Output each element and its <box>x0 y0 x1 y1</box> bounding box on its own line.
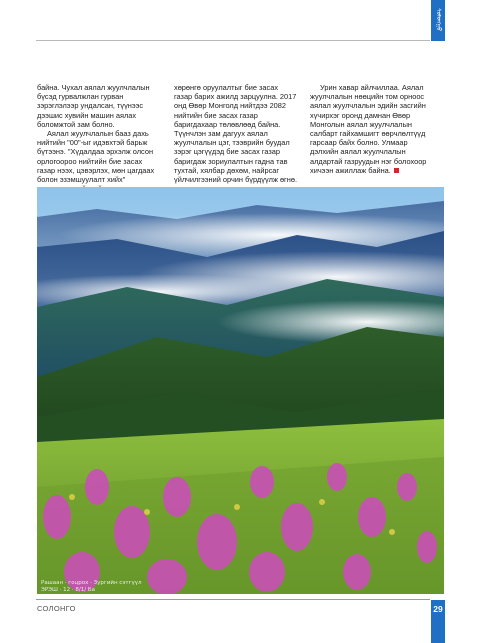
caption-line: ЭРЭШ · 12 · 8/1/ Ба <box>41 586 95 593</box>
magazine-title: СОЛОНГО <box>37 604 76 613</box>
corner-label: ᠰᠣᠯᠣᠩᠭᠣ <box>435 8 442 32</box>
paragraph: Аялал жуулчлалын бааз дахь нийтийн "00"-ыг идэвхтэй барьж бүтээнэ. "Хүдалдаа эрхэлж олсон орлогоороо нийтийн бие засах газар нээх, цэвэрлэх, мөн цагдаах болон эзэмшуулалт хийх" <box>37 129 155 185</box>
footer-rule <box>36 599 430 600</box>
paragraph: байна. Чухал аялал жуулчлалын бүсэд гурвалжлан гурван зэрэглэлээр ундалсан, түүнээс дээшис хувийн машин аялах боломжтой зам болно. <box>37 83 150 129</box>
article-column-2 <box>174 83 297 184</box>
page-number: 29 <box>433 604 443 614</box>
paragraph <box>310 83 433 175</box>
paragraph-text: Урин хавар айлчиллаа. Аялал жуулчлалын нөөцийн том орноос аялал жуулчлалын эдийн засгийн хүчирхэг оронд дамнан Өвөр Монголын аялал жуулчлалын салбарт гайхамшигт өөрчлөлтүүд гарсаар байх болно. Улмаар дэлхийн аялал жуулчлалын алдартай газруудын нэг болохоор хичээн ажиллаж байна. <box>310 83 427 175</box>
end-mark <box>394 168 399 173</box>
paragraph: хөрөнгө оруулалтыг бие засах газар барих ажилд зарцуулна. 2017 онд Өвөр Монголд нийтдээ 2082 нийтийн бие засах газар баригдахаар төлөвлөөд байна. Түүнчлэн зам дагуух аялал жуулчлалын цэг, тээврийн буудал зэрэг цэгүүдэд бие засах газар баригдаж зориулалтын гадна тав тухтай, хялбар дөхөм, найрсаг үйлчилгээний орчин бүрдүүлж өгнө. <box>174 83 297 185</box>
article-column-1 <box>37 83 160 193</box>
caption-line: Рашаан · гоцрох · Зургийн сэтгүүл <box>41 580 142 586</box>
landscape-photo <box>37 187 444 594</box>
photo-caption <box>41 580 141 593</box>
article-column-3 <box>310 83 433 175</box>
landscape-illustration <box>37 187 444 594</box>
header-rule <box>36 40 430 41</box>
corner-tab <box>431 0 445 41</box>
